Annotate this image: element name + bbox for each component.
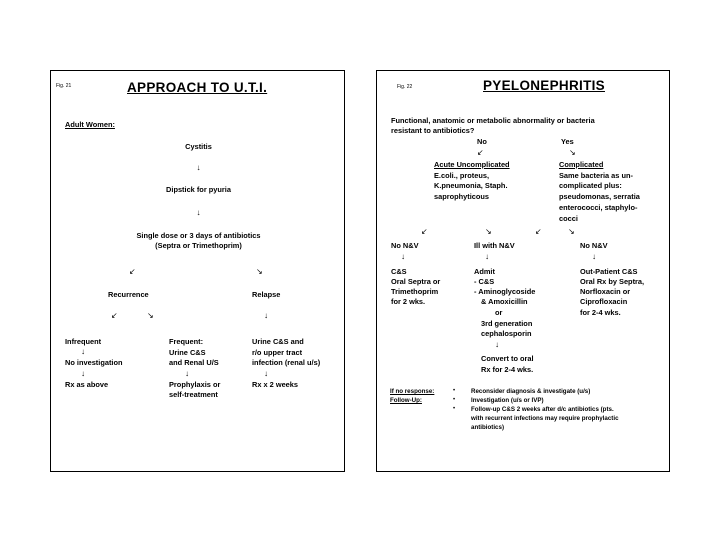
no-nv-heading: No N&V [391,241,419,250]
question-line: resistant to antibiotics? [391,126,475,135]
fig-label: Fig. 22 [397,84,413,90]
ill-nv-line: - Aminoglycoside [474,287,536,296]
no-nv2-line: Norfloxacin or [580,287,631,296]
left-document-page [50,70,345,472]
answer-yes: Yes [561,137,574,146]
down-arrow-icon: ↓ [401,252,405,261]
no-nv-line: Oral Septra or [391,277,441,286]
down-arrow-icon: ↓ [264,369,268,378]
ill-nv-line: - C&S [474,277,495,286]
question-line: Functional, anatomic or metabolic abnormality or bacteria [391,116,595,125]
cystitis-node: Cystitis [185,142,212,151]
complicated-line: cocci [559,214,578,223]
branch-right-arrow-icon: ↘ [569,148,576,157]
down-arrow-icon: ↓ [592,252,596,261]
no-nv2-heading: No N&V [580,241,608,250]
relapse-line: Urine C&S and [252,337,304,346]
fig-label: Fig. 21 [56,83,72,89]
relapse-line: infection (renal u/s) [252,358,321,367]
followup-item: with recurrent infections may require prophylactic [471,415,619,422]
no-nv-line: for 2 wks. [391,297,426,306]
page-title: APPROACH TO U.T.I. [127,80,268,95]
recurrence-node: Recurrence [108,290,149,299]
followup-item: Reconsider diagnosis & investigate (u/s) [471,388,591,395]
ill-nv-line: cephalosporin [481,329,532,338]
branch-right-arrow-icon: ↘ [147,311,154,320]
uncomplicated-heading: Acute Uncomplicated [434,160,510,169]
convert-line: Convert to oral [481,354,534,363]
bullet-icon: • [453,388,456,394]
frequent-line: and Renal U/S [169,358,219,367]
branch-left-arrow-icon: ↙ [477,148,484,157]
relapse-node: Relapse [252,290,281,299]
branch-left-arrow-icon: ↙ [129,267,136,276]
infrequent-action: No investigation [65,358,123,367]
dipstick-node: Dipstick for pyuria [166,185,231,194]
complicated-line: Same bacteria as un- [559,171,633,180]
branch-left-arrow-icon: ↙ [421,227,428,236]
infrequent-heading: Infrequent [65,337,102,346]
down-arrow-icon: ↓ [185,369,189,378]
uncomplicated-line: K.pneumonia, Staph. [434,181,508,190]
answer-no: No [477,137,487,146]
right-document-page [376,70,670,472]
antibiotics-node: Single dose or 3 days of antibiotics [136,231,261,240]
branch-right-arrow-icon: ↘ [485,227,492,236]
followup-item: antibiotics) [471,424,505,431]
uncomplicated-line: E.coli., proteus, [434,171,490,180]
down-arrow-icon: ↓ [196,163,201,172]
ill-nv-line: 3rd generation [481,319,533,328]
down-arrow-icon: ↓ [196,208,201,217]
no-nv-line: C&S [391,267,407,276]
ill-nv-line: & Amoxicillin [481,297,528,306]
no-nv2-line: Oral Rx by Septra, [580,277,645,286]
bullet-icon: • [453,406,456,412]
followup-item: Investigation (u/s or IVP) [471,397,544,404]
relapse-line: r/o upper tract [252,348,303,357]
branch-right-arrow-icon: ↘ [568,227,575,236]
down-arrow-icon: ↓ [81,347,85,356]
bullet-icon: • [453,397,456,403]
page-title: PYELONEPHRITIS [483,78,605,93]
complicated-heading: Complicated [559,160,604,169]
branch-right-arrow-icon: ↘ [256,267,263,276]
complicated-line: pseudomonas, serratia [559,192,640,201]
down-arrow-icon: ↓ [485,252,489,261]
no-nv2-line: for 2-4 wks. [580,308,621,317]
no-nv-line: Trimethoprim [391,287,439,296]
uncomplicated-line: saprophyticous [434,192,490,201]
ill-nv-line: or [495,308,503,317]
follow-up-label: Follow-Up: [390,397,422,404]
branch-left-arrow-icon: ↙ [535,227,542,236]
frequent-rx: self-treatment [169,390,218,399]
no-response-label: If no response: [390,388,435,395]
frequent-rx: Prophylaxis or [169,380,221,389]
branch-left-arrow-icon: ↙ [111,311,118,320]
antibiotics-subtext: (Septra or Trimethoprim) [155,241,242,250]
down-arrow-icon: ↓ [264,311,268,320]
down-arrow-icon: ↓ [495,340,499,349]
ill-nv-line: Admit [474,267,495,276]
no-nv2-line: Out-Patient C&S [580,267,638,276]
followup-item: Follow-up C&S 2 weeks after d/c antibiotics (pts. [471,406,614,413]
complicated-line: complicated plus: [559,181,622,190]
convert-line: Rx for 2-4 wks. [481,365,534,374]
no-nv2-line: Ciprofloxacin [580,297,628,306]
down-arrow-icon: ↓ [81,369,85,378]
section-heading: Adult Women: [65,120,115,129]
frequent-line: Urine C&S [169,348,206,357]
ill-nv-heading: Ill with N&V [474,241,515,250]
infrequent-rx: Rx as above [65,380,109,389]
relapse-rx: Rx x 2 weeks [252,380,299,389]
complicated-line: enterococci, staphylo- [559,203,638,212]
frequent-heading: Frequent: [169,337,204,346]
